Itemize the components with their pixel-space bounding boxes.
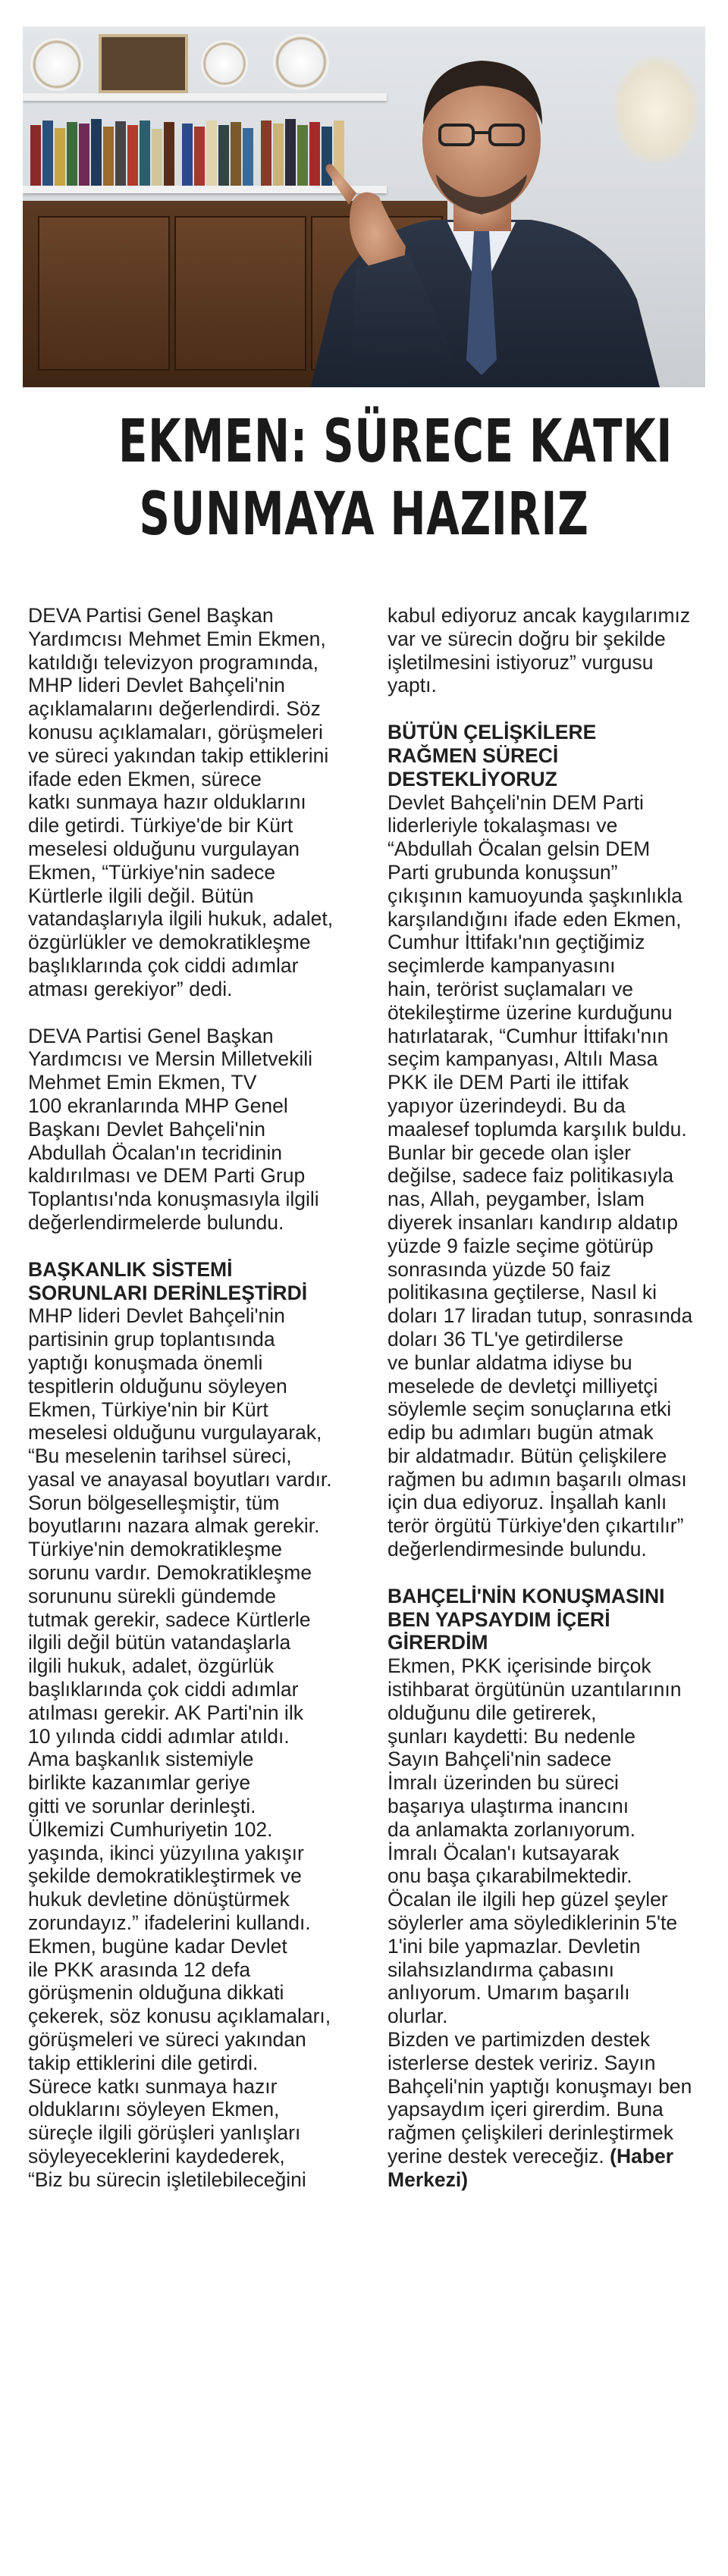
paragraph-intro: DEVA Partisi Genel Başkan Yardımcısı Mehmet Emin Ekmen, katıldığı televizyon programında, MHP lideri Devlet Bahçeli'nin açıklamalarını değerlendirdi. Söz konusu açıklamaları, görüşmeleri ve süreci yakından takip ettiklerini ifade eden Ekmen, sürece katkı sunmaya hazır olduklarını dile getirdi. Türkiye'de bir Kürt meselesi olduğunu vurgulayan Ekmen, “Türkiye'nin sadece Kürtlerle ilgili değil. Bütün vatandaşlarıyla ilgili hukuk, adalet, özgürlükler ve demokratikleşme başlıklarında çok ciddi adımlar atması gerekiyor” dedi. [28, 604, 334, 1000]
article-headline [118, 405, 673, 551]
article-photo [23, 27, 705, 387]
paragraph-handshake: Devlet Bahçeli'nin DEM Parti liderleriyle tokalaşması ve “Abdullah Öcalan gelsin DEM Parti grubunda konuşsun” çıkışının kamuoyunda şaşkınlıkla karşılandığını ifade eden Ekmen, Cumhur İttifakı'nın geçtiğimiz seçimlerde kampanyasını hain, terörist suçlamaları ve ötekileştirme üzerine kurduğunu hatırlatarak, “Cumhur İttifakı'nın seçim kampanyası, Altılı Masa PKK ile DEM Parti ile ittifak yapıyor üzerindeydi. Bu da maalesef toplumda karşılık buldu. Bunlar bir gecede olan işler değilse, sadece faiz politikasıyla nas, Allah, peygamber, İslam diyerek insanları kandırıp aldatıp yüzde 9 faizle seçime götürüp sonrasında yüzde 50 faiz politikasına geçtilerse, Nasıl ki doları 17 liradan tutup, sonrasında doları 36 TL'ye getirdilerse ve bunlar aldatma idiyse bu meselede de devletçi milliyetçi söylemle seçim sonuçlarına etki edip bu adımları bugün atmak bir aldatmadır. Bütün çelişkilere rağmen bu adımın başarılı olması için dua ediyoruz. İnşallah kanlı terör örgütü Türkiye'den çıkartılır” değerlendirmesinde bulundu. [388, 790, 693, 1561]
headline-line-2: SUNMAYA HAZIRIZ [139, 480, 589, 549]
left-text-column [28, 604, 359, 2192]
final-line: yerine destek vereceğiz. (Haber [388, 2145, 674, 2168]
subheading-support-process: BÜTÜN ÇELİŞKİLERE RAĞMEN SÜRECİ DESTEKLİYORUZ [388, 721, 597, 790]
decorative-plate [201, 40, 248, 87]
right-text-column [388, 604, 702, 2192]
portrait-of-speaker [281, 42, 660, 387]
decorative-plate [30, 38, 83, 91]
subheading-bahceli-speech: BAHÇELİ'NİN KONUŞMASINI BEN YAPSAYDIM İÇERİ GİRERDİM [388, 1584, 665, 1654]
subheading-presidential-system: BAŞKANLIK SİSTEMİ SORUNLARI DERİNLEŞTİRDİ [28, 1257, 308, 1304]
paragraph-pkk-intelligence: Ekmen, PKK içerisinde birçok istihbarat örgütünün uzantılarının olduğunu dile getirerek, şunları kaydetti: Bu nedenle Sayın Bahçeli'nin sadece İmralı üzerinden bu süreci başarıya ulaştırma inancını da anlamakta zorlanıyorum. İmralı Öcalan'ı kutsayarak onu başa çıkarabilmektedir. Öcalan ile ilgili hep güzel şeyler söylerler ama söylediklerinin 5'te 1'ini bile yapmazlar. Devletin silahsızlandırma çabasını anlıyorum. Umarım başarılı olurlar. Bizden ve partimizden destek isterlerse destek veririz. Sayın Bahçeli'nin yaptığı konuşmayı ben yapsaydım içeri girerdim. Buna rağmen çelişkileri derinleştirmek yerine destek vereceğiz. (Haber Merkezi) [388, 1654, 702, 2191]
picture-frame [99, 34, 188, 93]
source-credit-cont: Merkezi) [388, 2168, 469, 2191]
paragraph-tv-program: DEVA Partisi Genel Başkan Yardımcısı ve Mersin Milletvekili Mehmet Emin Ekmen, TV 100 ekranlarında MHP Genel Başkanı Devlet Bahçeli'nin Abdullah Öcalan'ın tecridinin kaldırılması ve DEM Parti Grup Toplantısı'nda konuşmasıyla ilgili değerlendirmelerde bulundu. [28, 1024, 319, 1234]
source-credit: (Haber [610, 2145, 674, 2168]
headline-line-1: EKMEN: SÜRECE KATKI [118, 408, 673, 476]
paragraph-bahceli-speech: MHP lideri Devlet Bahçeli'nin partisinin grup toplantısında yaptığı konuşmada önemli tespitlerin olduğunu söyleyen Ekmen, Türkiye'nin bir Kürt meselesi olduğunu vurgulayarak, “Bu meselenin tarihsel süreci, yasal ve anayasal boyutları vardır. Sorun bölgeselleşmiştir, tüm boyutlarını nazara almak gerekir. Türkiye'nin demokratikleşme sorunu vardır. Demokratikleşme sorununu sürekli gündemde tutmak gerekir, sadece Kürtlerle ilgili değil bütün vatandaşlarla ilgili hukuk, adalet, özgürlük başlıklarında çok ciddi adımlar atılması gerekir. AK Parti'nin ilk 10 yılında ciddi adımlar atıldı. Ama başkanlık sistemiyle birlikte kazanımlar geriye gitti ve sorunlar derinleşti. Ülkemizi Cumhuriyetin 102. yaşında, ikinci yüzyılına yakışır şekilde demokratikleştirmek ve hukuk devletine dönüştürmek zorundayız.” ifadelerini kullandı. Ekmen, bugüne kadar Devlet ile PKK arasında 12 defa görüşmenin olduğuna dikkati çekerek, söz konusu açıklamaları, görüşmeleri ve süreci yakından takip ettiklerini dile getirdi. Sürece katkı sunmaya hazır olduklarını söyleyen Ekmen, süreçle ilgili görüşleri yanlışları söyleyeceklerini kaydederek, “Biz bu sürecin işletilebileceğini [28, 1304, 332, 2191]
paragraph-concerns: kabul ediyoruz ancak kaygılarımız var ve sürecin doğru bir şekilde işletilmesini istiyoruz” vurgusu yaptı. [388, 604, 691, 697]
